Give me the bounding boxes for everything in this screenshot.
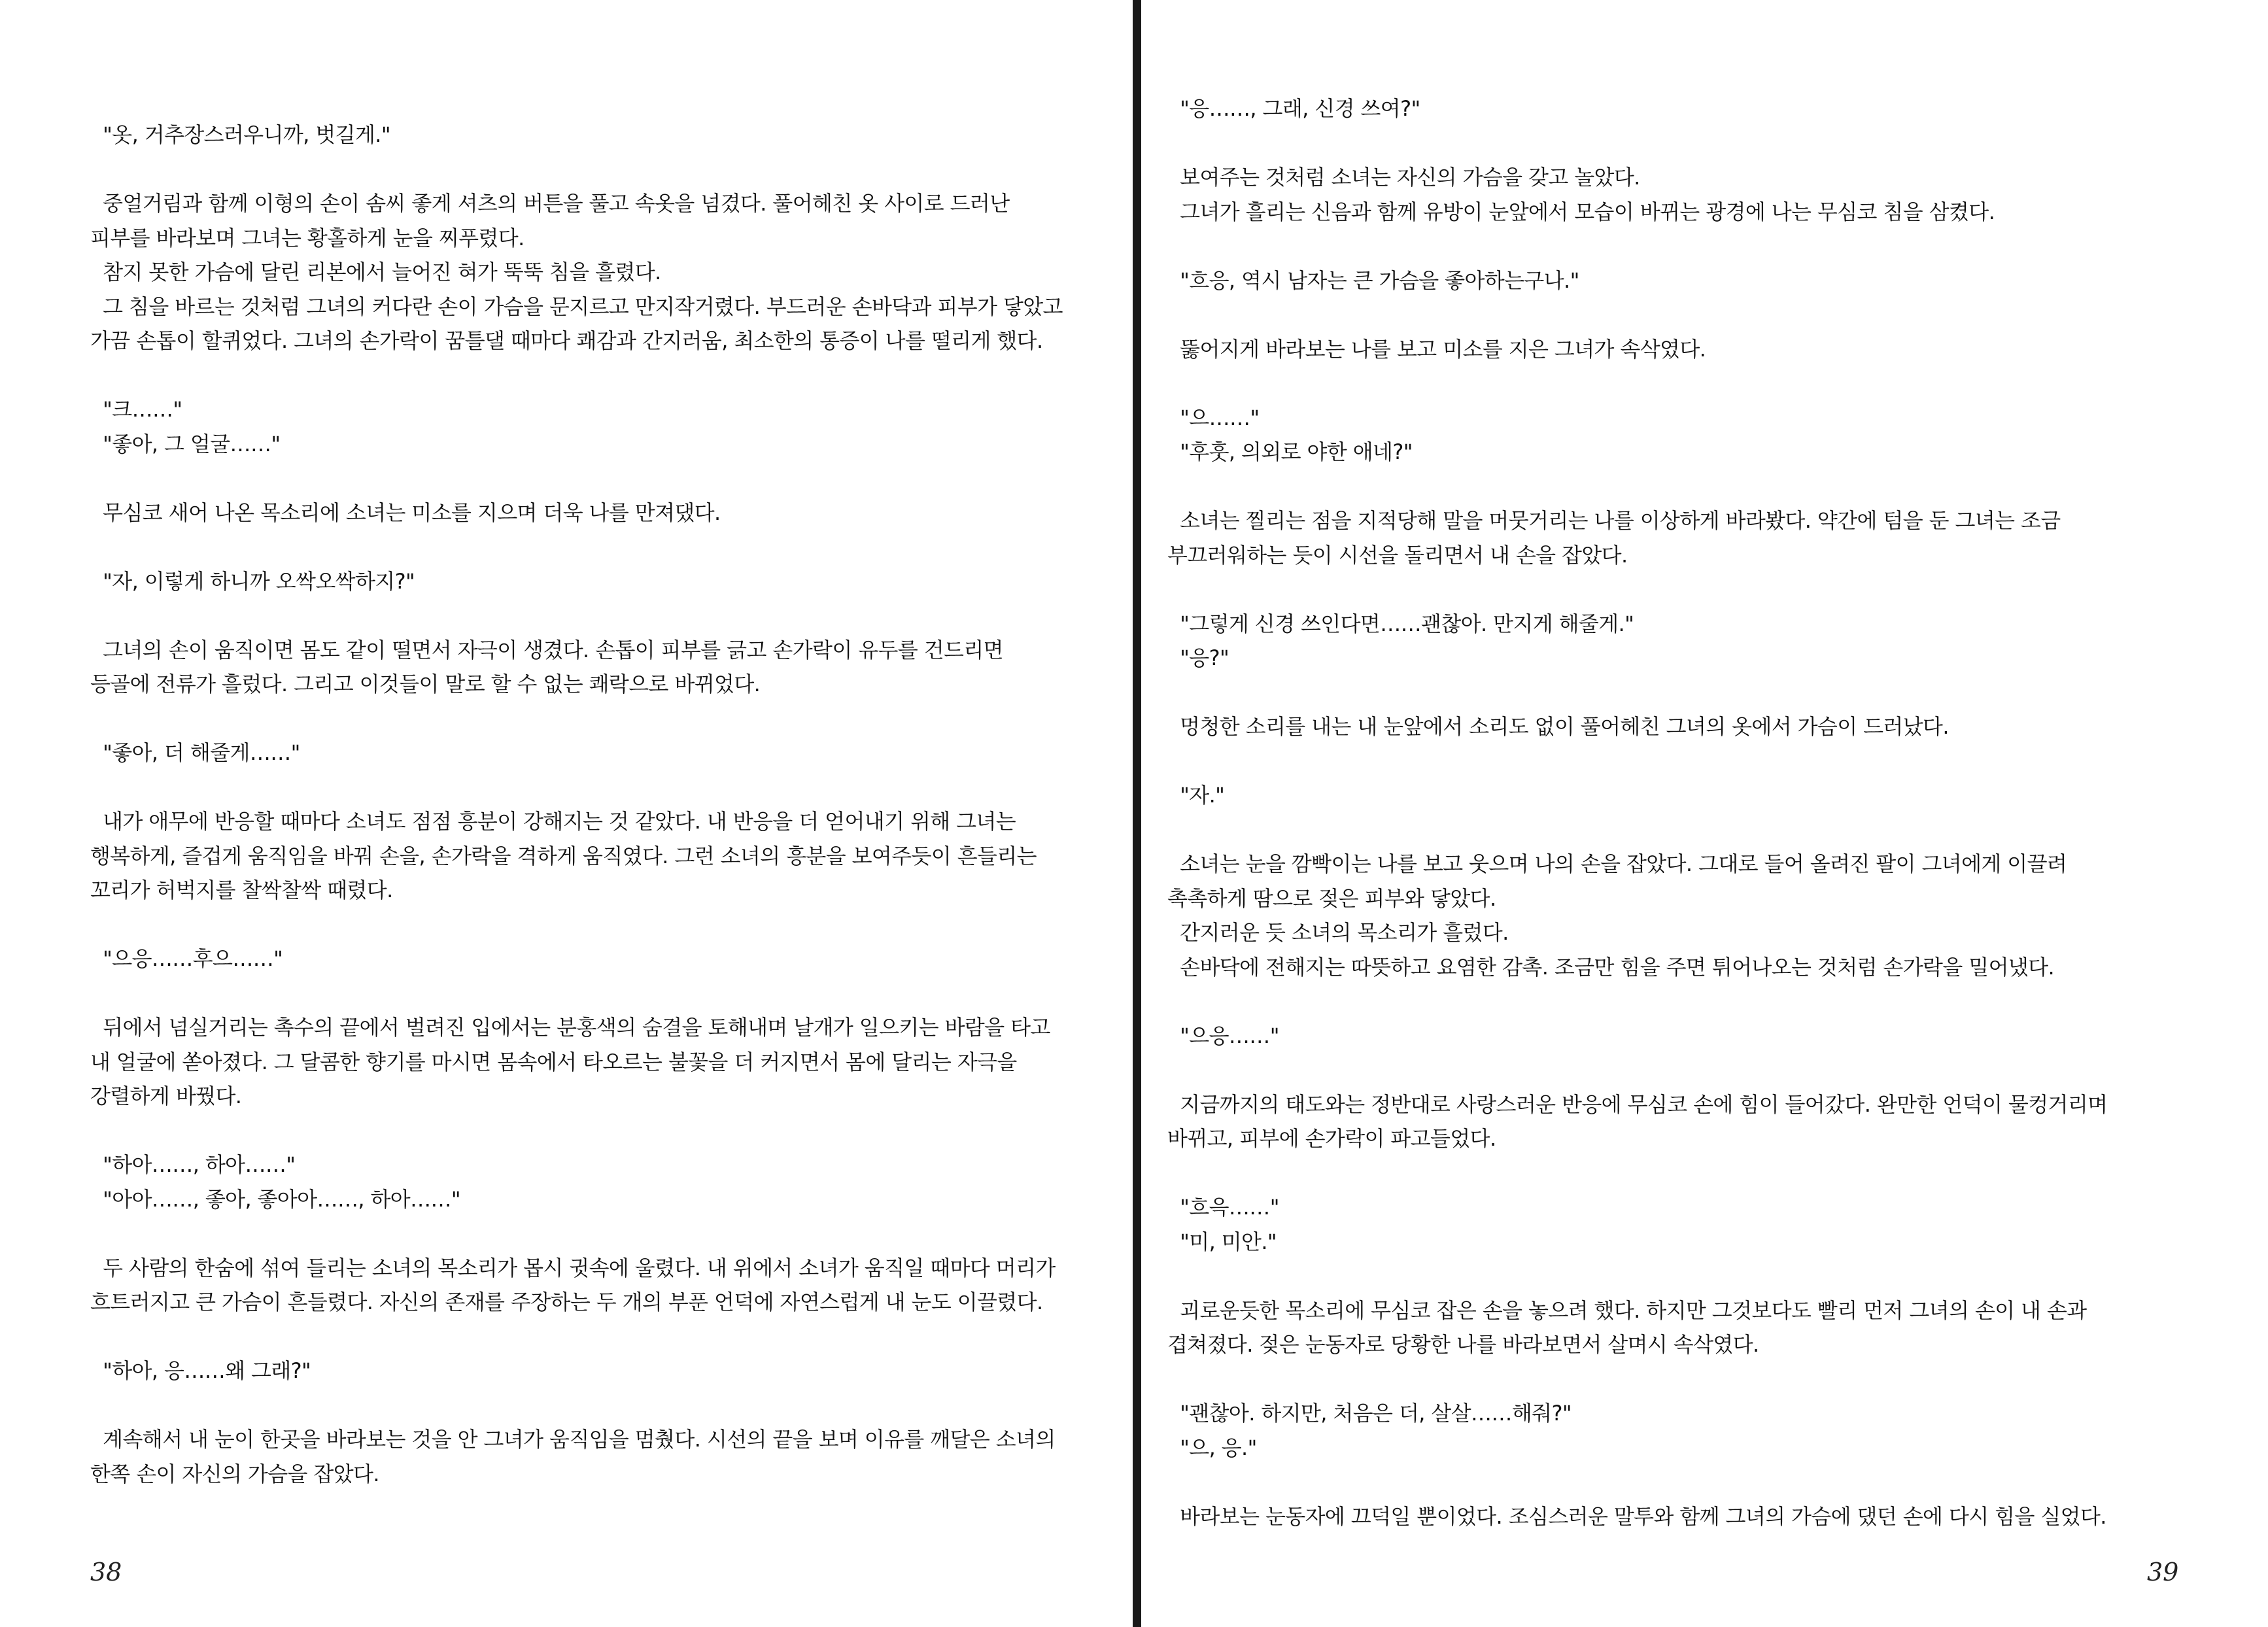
left-paragraph: 내가 애무에 반응할 때마다 소녀도 점점 흥분이 강해지는 것 같았다. 내 반응을 더 얻어내기 위해 그녀는 행복하게, 즐겁게 움직임을 바꿔 손을, 손가락을 격하게 움직였다. 그런 소녀의 흥분을 보여주듯이 흔들리는 꼬리가 허벅지를 찰싹찰싹 때렸다.	[90, 809, 1037, 902]
left-paragraph: "자, 이렇게 하니까 오싹오싹하지?"	[90, 568, 415, 594]
right-paragraph: 뚫어지게 바라보는 나를 보고 미소를 지은 그녀가 속삭였다.	[1167, 336, 1706, 362]
right-paragraph: "그렇게 신경 쓰인다면……괜찮아. 만지게 해줄게." "응?"	[1180, 611, 1634, 670]
right-paragraph: 소녀는 찔리는 점을 지적당해 말을 머뭇거리는 나를 이상하게 바라봤다. 약간에 텀을 둔 그녀는 조금 부끄러워하는 듯이 시선을 돌리면서 내 손을 잡았다.	[1167, 508, 2061, 568]
page-divider	[1133, 0, 1141, 1627]
right-paragraph: 지금까지의 태도와는 정반대로 사랑스러운 반응에 무심코 손에 힘이 들어갔다. 완만한 언덕이 물컹거리며 바뀌고, 피부에 손가락이 파고들었다.	[1167, 1091, 2108, 1151]
right-paragraph: 소녀는 눈을 깜빡이는 나를 보고 웃으며 나의 손을 잡았다. 그대로 들어 올려진 팔이 그녀에게 이끌려 촉촉하게 땀으로 젖은 피부와 닿았다. 간지러운 듯 소녀의 목소리가 흘렀다. 손바닥에 전해지는 따뜻하고 요염한 감촉. 조금만 힘을 주면 튀어나오는 것처럼 손가락을 밀어냈다.	[1167, 851, 2067, 980]
right-paragraph: "괜찮아. 하지만, 처음은 더, 살살……해줘?" "으, 응."	[1180, 1401, 1572, 1460]
left-paragraph: "으응……후으……"	[90, 946, 283, 971]
right-paragraph: "흐응, 역시 남자는 큰 가슴을 좋아하는구나."	[1167, 267, 1579, 293]
right-paragraph: "응……, 그래, 신경 쓰여?"	[1167, 96, 1420, 121]
right-paragraph: "자."	[1167, 783, 1225, 808]
left-paragraph: 계속해서 내 눈이 한곳을 바라보는 것을 안 그녀가 움직임을 멈췄다. 시선의 끝을 보며 이유를 깨달은 소녀의 한쪽 손이 자신의 가슴을 잡았다.	[90, 1427, 1056, 1486]
right-paragraph: 멍청한 소리를 내는 내 눈앞에서 소리도 없이 풀어헤친 그녀의 옷에서 가슴이 드러났다.	[1167, 714, 1949, 739]
right-paragraph: 바라보는 눈동자에 끄덕일 뿐이었다. 조심스러운 말투와 함께 그녀의 가슴에 댔던 손에 다시 힘을 실었다.	[1167, 1503, 2106, 1529]
left-paragraph: 그녀의 손이 움직이면 몸도 같이 떨면서 자극이 생겼다. 손톱이 피부를 긁고 손가락이 유두를 건드리면 등골에 전류가 흘렀다. 그리고 이것들이 말로 할 수 없는 쾌락으로 바뀌었다.	[90, 637, 1003, 696]
right-page	[1141, 0, 2268, 1627]
left-page-text	[90, 118, 1110, 1491]
left-paragraph: 뒤에서 넘실거리는 촉수의 끝에서 벌려진 입에서는 분홍색의 숨결을 토해내며 날개가 일으키는 바람을 타고 내 얼굴에 쏟아졌다. 그 달콤한 향기를 마시면 몸속에서 타오르는 불꽃을 더 커지면서 몸에 달리는 자극을 강렬하게 바꿨다.	[90, 1015, 1050, 1108]
left-paragraph: 중얼거림과 함께 이형의 손이 솜씨 좋게 셔츠의 버튼을 풀고 속옷을 넘겼다. 풀어헤친 옷 사이로 드러난 피부를 바라보며 그녀는 황홀하게 눈을 찌푸렸다. 참지 못한 가슴에 달린 리본에서 늘어진 혀가 뚝뚝 침을 흘렸다. 그 침을 바르는 것처럼 그녀의 커다란 손이 가슴을 문지르고 만지작거렸다. 부드러운 손바닥과 피부가 닿았고 가끔 손톱이 할퀴었다. 그녀의 손가락이 꿈틀댈 때마다 쾌감과 간지러움, 최소한의 통증이 나를 떨리게 했다.	[90, 191, 1063, 353]
right-paragraph: "으응……"	[1167, 1023, 1279, 1048]
right-paragraph: 보여주는 것처럼 소녀는 자신의 가슴을 갖고 놀았다. 그녀가 흘리는 신음과 함께 유방이 눈앞에서 모습이 바뀌는 광경에 나는 무심코 침을 삼켰다.	[1180, 165, 1995, 224]
left-paragraph: "크……" "좋아, 그 얼굴……"	[103, 397, 281, 456]
right-paragraph: "흐윽……" "미, 미안."	[1180, 1195, 1279, 1254]
page-number-left: 38	[90, 1558, 122, 1586]
right-paragraph: "으……" "후훗, 의외로 야한 애네?"	[1180, 405, 1413, 464]
left-paragraph: "좋아, 더 해줄게……"	[90, 740, 300, 765]
left-paragraph: 무심코 새어 나온 목소리에 소녀는 미소를 지으며 더욱 나를 만져댔다.	[90, 500, 721, 525]
right-paragraph: 괴로운듯한 목소리에 무심코 잡은 손을 놓으려 했다. 하지만 그것보다도 빨리 먼저 그녀의 손이 내 손과 겹쳐졌다. 젖은 눈동자로 당황한 나를 바라보면서 살며시 속삭였다.	[1167, 1297, 2087, 1357]
left-paragraph: "하아, 응……왜 그래?"	[90, 1358, 311, 1383]
left-paragraph: "옷, 거추장스러우니까, 벗길게."	[90, 122, 390, 147]
left-page	[0, 0, 1133, 1627]
left-paragraph: "하아……, 하아……" "아아……, 좋아, 좋아아……, 하아……"	[103, 1152, 461, 1212]
left-paragraph: 두 사람의 한숨에 섞여 들리는 소녀의 목소리가 몹시 귓속에 울렸다. 내 위에서 소녀가 움직일 때마다 머리가 흐트러지고 큰 가슴이 흔들렸다. 자신의 존재를 주장하는 두 개의 부푼 언덕에 자연스럽게 내 눈도 이끌렸다.	[90, 1255, 1056, 1314]
page-number-right: 39	[2147, 1558, 2179, 1586]
right-page-text	[1167, 92, 2240, 1533]
